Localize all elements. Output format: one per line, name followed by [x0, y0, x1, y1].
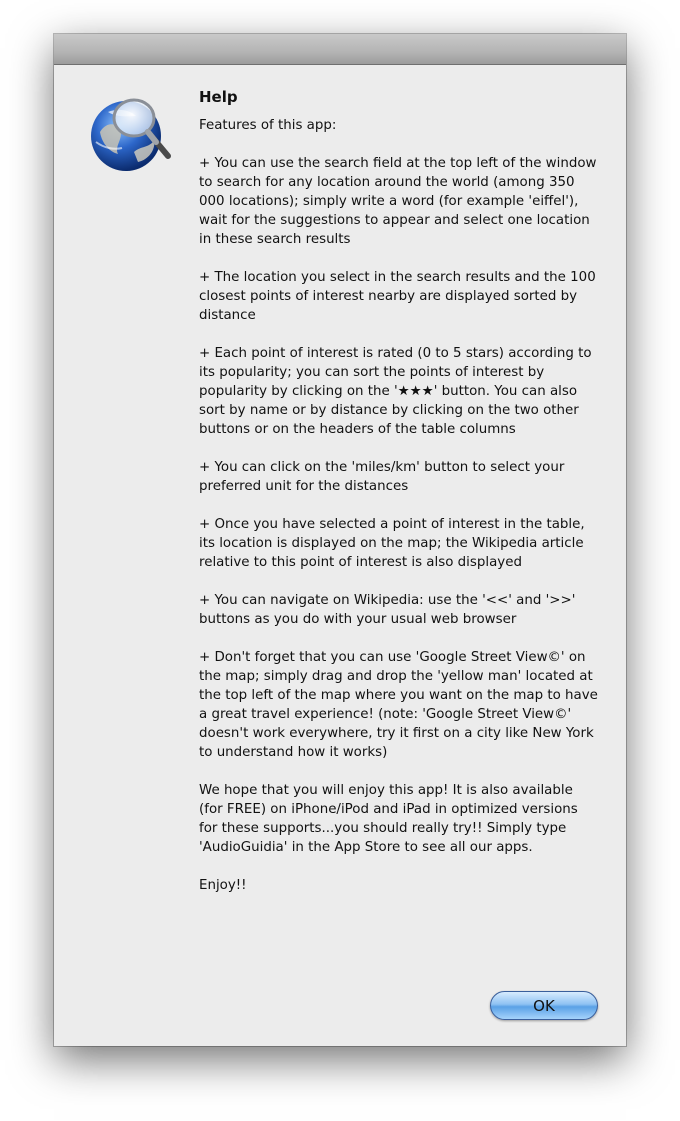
globe-magnifier-icon: [90, 92, 172, 174]
paragraph-map: + Once you have selected a point of interest in the table, its location is displayed on the map; the Wikipedia article relative to this point of interest is also displayed: [199, 517, 585, 570]
paragraph-enjoy: Enjoy!!: [199, 878, 247, 893]
ok-button[interactable]: OK: [490, 991, 598, 1020]
paragraph-other-apps: We hope that you will enjoy this app! It is also available (for FREE) on iPhone/iPod and iPad in optimized versions for these supports...you should really try!! Simply type 'AudioGuidia' in the App Store to see all our apps.: [199, 783, 578, 855]
paragraph-street-view: + Don't forget that you can use 'Google Street View©' on the map; simply drag and drop the 'yellow man' located at the top left of the map where you want on the map to have a great travel experience! (note: 'Google Street View©' doesn't work everywhere, try it first on a city like New York to understand how it works): [199, 650, 598, 760]
window-titlebar[interactable]: [54, 34, 626, 65]
paragraph-units: + You can click on the 'miles/km' button to select your preferred unit for the distances: [199, 460, 565, 494]
features-intro: Features of this app:: [199, 118, 337, 133]
paragraph-rating: + Each point of interest is rated (0 to 5 stars) according to its popularity; you can sort the points of interest by popularity by clicking on the '★★★' button. You can also sort by name or by distance by clicking on the two other buttons or on the headers of the table columns: [199, 346, 592, 437]
help-dialog-window: [54, 34, 626, 1046]
paragraph-search: + You can use the search field at the top left of the window to search for any location around the world (among 350 000 locations); simply write a word (for example 'eiffel'), wait for the suggestions to appear and select one location in these search results: [199, 156, 597, 247]
help-content: [199, 88, 599, 914]
paragraph-navigation: + You can navigate on Wikipedia: use the '<<' and '>>' buttons as you do with your usual web browser: [199, 593, 576, 627]
paragraph-results: + The location you select in the search results and the 100 closest points of interest nearby are displayed sorted by distance: [199, 270, 596, 323]
dialog-title: Help: [199, 88, 238, 106]
